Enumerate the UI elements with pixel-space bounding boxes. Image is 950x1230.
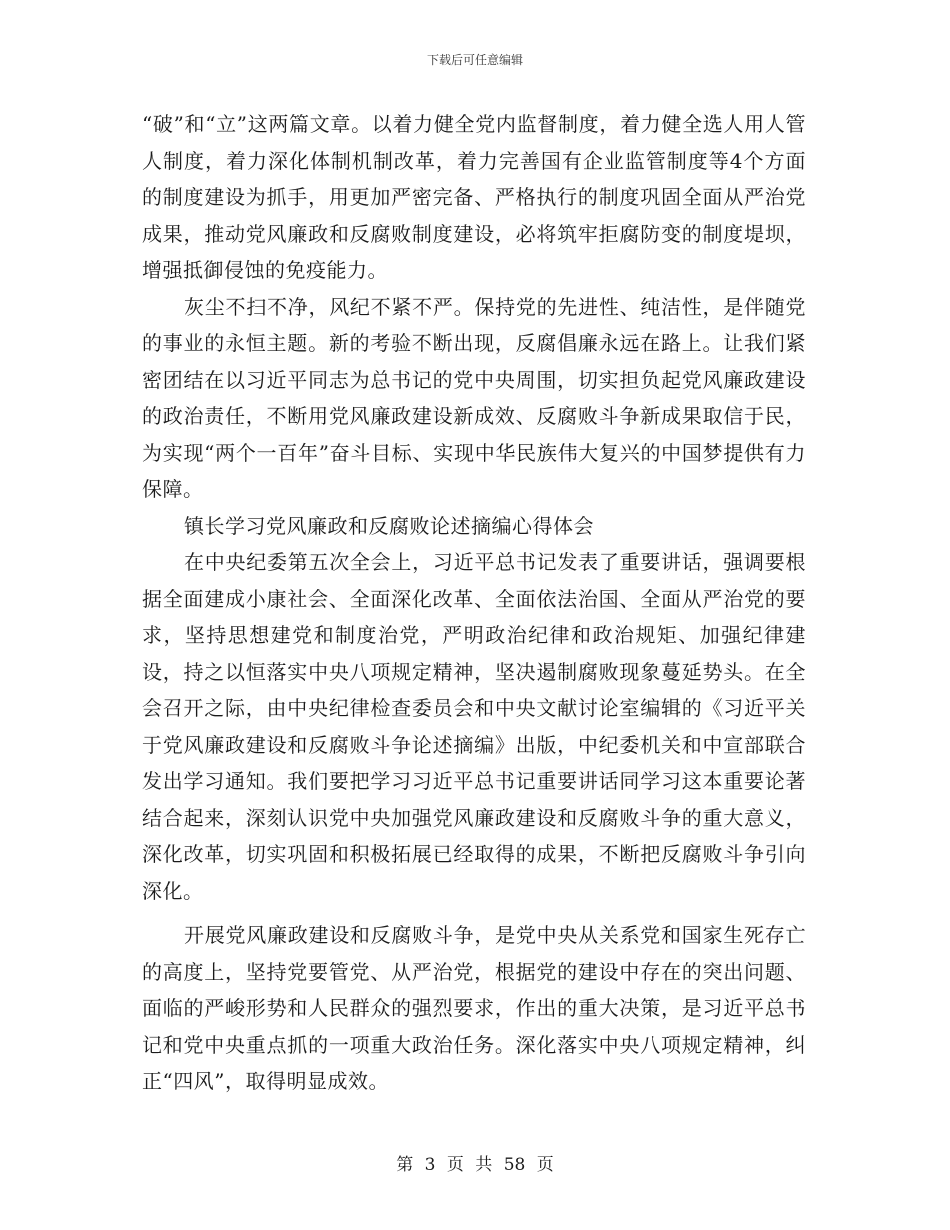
page-number: 第 3 页 共 58 页: [396, 1155, 554, 1175]
paragraph-continued: “破”和“立”这两篇文章。以着力健全党内监督制度，着力健全选人用人管人制度，着力深化体制机制改革，着力完善国有企业监管制度等4个方面的制度建设为抓手，用更加严密完备、严格执行的制度巩固全面从严治党成果，推动党风廉政和反腐败制度建设，必将筑牢拒腐防变的制度堤坝，增强抵御侵蚀的免疫能力。: [142, 112, 806, 282]
page-header: 下载后可任意编辑: [426, 53, 523, 67]
paragraph: 在中央纪委第五次全会上，习近平总书记发表了重要讲话，强调要根据全面建成小康社会、全面深化改革、全面依法治国、全面从严治党的要求，坚持思想建党和制度治党，严明政治纪律和政治规矩、加强纪律建设，持之以恒落实中央八项规定精神，坚决遏制腐败现象蔓延势头。在全会召开之际，由中央纪律检查委员会和中央文献讨论室编辑的《习近平关于党风廉政建设和反腐败斗争论述摘编》出版，中纪委机关和中宣部联合发出学习通知。我们要把学习习近平总书记重要讲话同学习这本重要论著结合起来，深刻认识党中央加强党风廉政建设和反腐败斗争的重大意义，深化改革，切实巩固和积极拓展已经取得的成果，不断把反腐败斗争引向深化。: [142, 550, 806, 903]
paragraph: 灰尘不扫不净，风纪不紧不严。保持党的先进性、纯洁性，是伴随党的事业的永恒主题。新的考验不断出现，反腐倡廉永远在路上。让我们紧密团结在以习近平同志为总书记的党中央周围，切实担负起党风廉政建设的政治责任，不断用党风廉政建设新成效、反腐败斗争新成果取信于民，为实现“两个一百年”奋斗目标、实现中华民族伟大复兴的中国梦提供有力保障。: [142, 294, 806, 501]
paragraph: 开展党风廉政建设和反腐败斗争，是党中央从关系党和国家生死存亡的高度上，坚持党要管党、从严治党，根据党的建设中存在的突出问题、面临的严峻形势和人民群众的强烈要求，作出的重大决策，是习近平总书记和党中央重点抓的一项重大政治任务。深化落实中央八项规定精神，纠正“四风”，取得明显成效。: [142, 923, 806, 1093]
section-title: 镇长学习党风廉政和反腐败论述摘编心得体会: [184, 513, 594, 538]
document-body: [142, 106, 806, 1100]
